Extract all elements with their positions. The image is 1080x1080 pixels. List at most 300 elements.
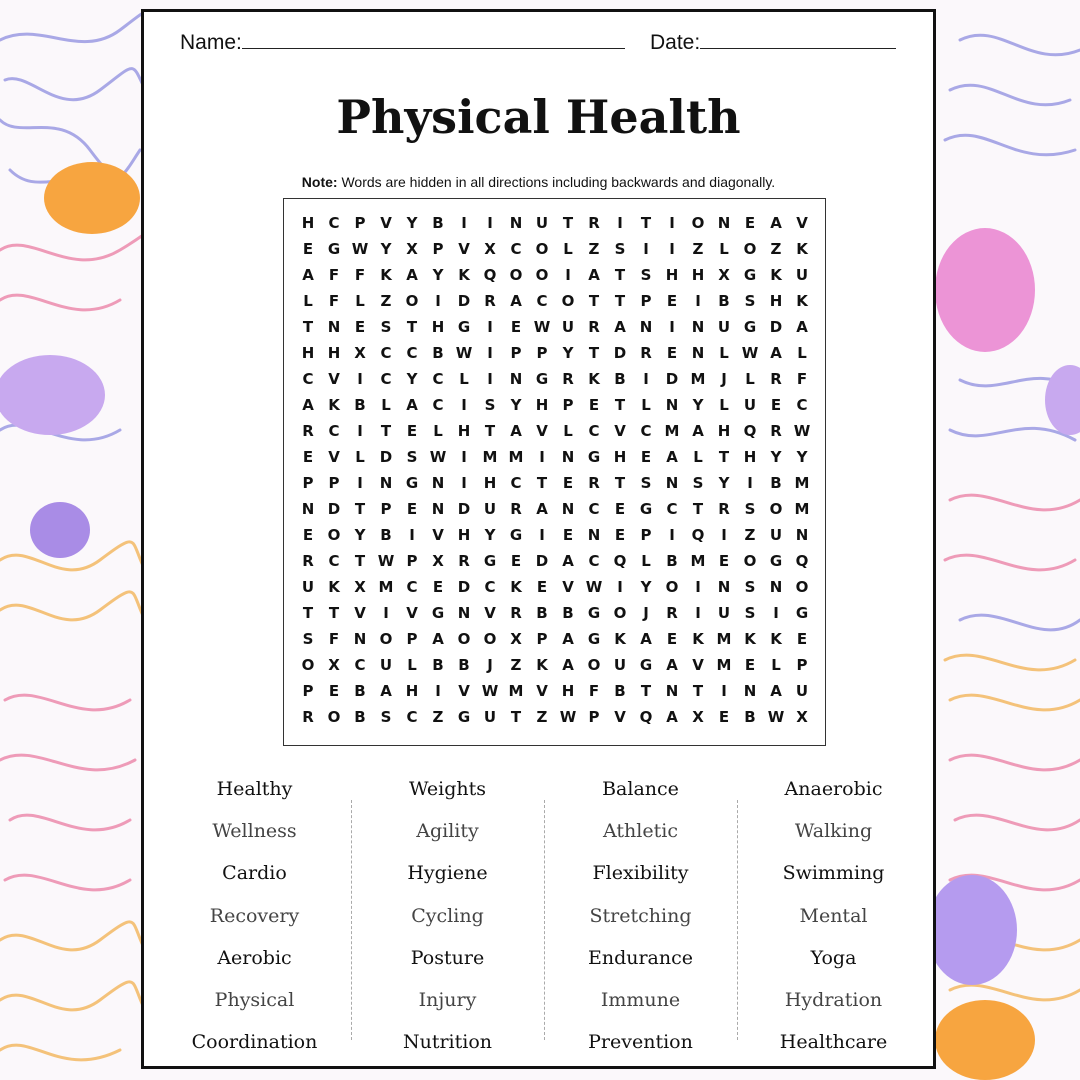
grid-letter[interactable]: M bbox=[508, 448, 524, 466]
grid-letter[interactable]: M bbox=[690, 370, 706, 388]
grid-letter[interactable]: P bbox=[354, 214, 366, 232]
grid-letter[interactable]: V bbox=[328, 448, 340, 466]
grid-letter[interactable]: C bbox=[406, 578, 418, 596]
grid-letter[interactable]: G bbox=[587, 448, 601, 466]
grid-letter[interactable]: N bbox=[379, 474, 393, 492]
grid-letter[interactable]: O bbox=[301, 656, 315, 674]
grid-letter[interactable]: I bbox=[643, 370, 649, 388]
grid-letter[interactable]: Z bbox=[588, 240, 600, 258]
grid-letter[interactable]: U bbox=[483, 500, 497, 518]
grid-letter[interactable]: B bbox=[354, 396, 366, 414]
grid-letter[interactable]: U bbox=[743, 396, 757, 414]
grid-letter[interactable]: C bbox=[302, 370, 314, 388]
grid-letter[interactable]: Q bbox=[795, 552, 809, 570]
grid-letter[interactable]: Z bbox=[432, 708, 444, 726]
grid-letter[interactable]: R bbox=[302, 422, 314, 440]
grid-letter[interactable]: I bbox=[357, 422, 363, 440]
grid-letter[interactable]: T bbox=[380, 422, 392, 440]
grid-letter[interactable]: N bbox=[509, 214, 523, 232]
grid-letter[interactable]: N bbox=[795, 526, 809, 544]
grid-letter[interactable]: Y bbox=[562, 344, 574, 362]
grid-letter[interactable]: Z bbox=[692, 240, 704, 258]
grid-letter[interactable]: X bbox=[484, 240, 496, 258]
grid-letter[interactable]: U bbox=[717, 318, 731, 336]
grid-letter[interactable]: B bbox=[432, 344, 444, 362]
grid-letter[interactable]: S bbox=[692, 474, 704, 492]
grid-letter[interactable]: W bbox=[741, 344, 759, 362]
grid-letter[interactable]: H bbox=[457, 422, 471, 440]
grid-letter[interactable]: I bbox=[461, 474, 467, 492]
grid-letter[interactable]: T bbox=[718, 448, 730, 466]
grid-letter[interactable]: C bbox=[588, 422, 600, 440]
grid-letter[interactable]: X bbox=[328, 656, 340, 674]
grid-letter[interactable]: K bbox=[614, 630, 626, 648]
grid-letter[interactable]: F bbox=[328, 630, 340, 648]
grid-letter[interactable]: P bbox=[302, 474, 314, 492]
grid-letter[interactable]: R bbox=[484, 292, 496, 310]
grid-letter[interactable]: M bbox=[794, 500, 810, 518]
grid-letter[interactable]: Y bbox=[406, 214, 418, 232]
grid-letter[interactable]: O bbox=[509, 266, 523, 284]
grid-letter[interactable]: A bbox=[302, 266, 314, 284]
grid-letter[interactable]: W bbox=[377, 552, 395, 570]
grid-letter[interactable]: T bbox=[536, 474, 548, 492]
grid-letter[interactable]: I bbox=[461, 396, 467, 414]
grid-letter[interactable]: Z bbox=[536, 708, 548, 726]
grid-letter[interactable]: N bbox=[431, 500, 445, 518]
grid-letter[interactable]: R bbox=[588, 318, 600, 336]
grid-letter[interactable]: O bbox=[743, 552, 757, 570]
grid-letter[interactable]: H bbox=[613, 448, 627, 466]
grid-letter[interactable]: T bbox=[562, 214, 574, 232]
grid-letter[interactable]: E bbox=[640, 448, 652, 466]
grid-letter[interactable]: Z bbox=[510, 656, 522, 674]
grid-letter[interactable]: P bbox=[640, 526, 652, 544]
grid-letter[interactable]: F bbox=[796, 370, 808, 388]
grid-letter[interactable]: K bbox=[770, 266, 782, 284]
grid-letter[interactable]: I bbox=[487, 370, 493, 388]
grid-letter[interactable]: C bbox=[588, 552, 600, 570]
grid-letter[interactable]: A bbox=[796, 318, 808, 336]
grid-letter[interactable]: G bbox=[639, 656, 653, 674]
grid-letter[interactable]: G bbox=[743, 266, 757, 284]
grid-letter[interactable]: H bbox=[535, 396, 549, 414]
grid-letter[interactable]: E bbox=[718, 552, 730, 570]
grid-letter[interactable]: V bbox=[796, 214, 808, 232]
grid-letter[interactable]: Z bbox=[744, 526, 756, 544]
grid-letter[interactable]: L bbox=[745, 370, 755, 388]
grid-letter[interactable]: A bbox=[640, 630, 652, 648]
grid-letter[interactable]: S bbox=[640, 474, 652, 492]
grid-letter[interactable]: I bbox=[643, 240, 649, 258]
grid-letter[interactable]: P bbox=[432, 240, 444, 258]
grid-letter[interactable]: N bbox=[327, 318, 341, 336]
grid-letter[interactable]: T bbox=[354, 500, 366, 518]
grid-letter[interactable]: A bbox=[536, 500, 548, 518]
grid-letter[interactable]: T bbox=[328, 604, 340, 622]
grid-letter[interactable]: I bbox=[539, 448, 545, 466]
grid-letter[interactable]: O bbox=[483, 630, 497, 648]
grid-letter[interactable]: C bbox=[640, 422, 652, 440]
grid-letter[interactable]: D bbox=[457, 578, 471, 596]
grid-letter[interactable]: E bbox=[614, 500, 626, 518]
grid-letter[interactable]: P bbox=[796, 656, 808, 674]
grid-letter[interactable]: L bbox=[771, 656, 781, 674]
grid-letter[interactable]: I bbox=[487, 214, 493, 232]
grid-letter[interactable]: R bbox=[588, 474, 600, 492]
grid-letter[interactable]: K bbox=[380, 266, 392, 284]
grid-letter[interactable]: K bbox=[692, 630, 704, 648]
grid-letter[interactable]: U bbox=[483, 708, 497, 726]
grid-letter[interactable]: Y bbox=[432, 266, 444, 284]
grid-letter[interactable]: B bbox=[354, 708, 366, 726]
grid-letter[interactable]: C bbox=[380, 370, 392, 388]
grid-letter[interactable]: X bbox=[718, 266, 730, 284]
grid-letter[interactable]: P bbox=[406, 552, 418, 570]
grid-letter[interactable]: X bbox=[354, 578, 366, 596]
grid-letter[interactable]: S bbox=[380, 318, 392, 336]
grid-letter[interactable]: E bbox=[744, 656, 756, 674]
grid-letter[interactable]: E bbox=[302, 448, 314, 466]
grid-letter[interactable]: I bbox=[695, 292, 701, 310]
grid-letter[interactable]: H bbox=[431, 318, 445, 336]
grid-letter[interactable]: I bbox=[409, 526, 415, 544]
grid-letter[interactable]: E bbox=[510, 552, 522, 570]
grid-letter[interactable]: M bbox=[690, 552, 706, 570]
grid-letter[interactable]: G bbox=[587, 604, 601, 622]
grid-letter[interactable]: E bbox=[536, 578, 548, 596]
grid-letter[interactable]: L bbox=[459, 370, 469, 388]
grid-letter[interactable]: I bbox=[695, 578, 701, 596]
grid-letter[interactable]: A bbox=[562, 656, 574, 674]
grid-letter[interactable]: E bbox=[796, 630, 808, 648]
grid-letter[interactable]: G bbox=[457, 318, 471, 336]
grid-letter[interactable]: H bbox=[483, 474, 497, 492]
grid-letter[interactable]: O bbox=[743, 240, 757, 258]
grid-letter[interactable]: V bbox=[692, 656, 704, 674]
grid-letter[interactable]: G bbox=[587, 630, 601, 648]
grid-letter[interactable]: T bbox=[588, 292, 600, 310]
grid-letter[interactable]: B bbox=[614, 682, 626, 700]
grid-letter[interactable]: E bbox=[666, 292, 678, 310]
grid-letter[interactable]: C bbox=[510, 474, 522, 492]
grid-letter[interactable]: N bbox=[561, 448, 575, 466]
grid-letter[interactable]: C bbox=[406, 344, 418, 362]
grid-letter[interactable]: B bbox=[354, 682, 366, 700]
grid-letter[interactable]: M bbox=[378, 578, 394, 596]
grid-letter[interactable]: C bbox=[354, 656, 366, 674]
grid-letter[interactable]: P bbox=[588, 708, 600, 726]
grid-letter[interactable]: T bbox=[692, 682, 704, 700]
grid-letter[interactable]: I bbox=[669, 214, 675, 232]
grid-letter[interactable]: L bbox=[381, 396, 391, 414]
grid-letter[interactable]: V bbox=[328, 370, 340, 388]
grid-letter[interactable]: A bbox=[770, 682, 782, 700]
grid-letter[interactable]: Y bbox=[692, 396, 704, 414]
grid-letter[interactable]: Z bbox=[770, 240, 782, 258]
grid-letter[interactable]: R bbox=[458, 552, 470, 570]
grid-letter[interactable]: D bbox=[327, 500, 341, 518]
grid-letter[interactable]: L bbox=[693, 448, 703, 466]
grid-letter[interactable]: C bbox=[588, 500, 600, 518]
grid-letter[interactable]: M bbox=[716, 656, 732, 674]
grid-letter[interactable]: L bbox=[563, 422, 573, 440]
grid-letter[interactable]: G bbox=[535, 370, 549, 388]
grid-letter[interactable]: G bbox=[327, 240, 341, 258]
grid-letter[interactable]: G bbox=[509, 526, 523, 544]
grid-letter[interactable]: V bbox=[562, 578, 574, 596]
grid-letter[interactable]: A bbox=[432, 630, 444, 648]
grid-letter[interactable]: L bbox=[407, 656, 417, 674]
grid-letter[interactable]: H bbox=[561, 682, 575, 700]
grid-letter[interactable]: T bbox=[302, 318, 314, 336]
grid-letter[interactable]: S bbox=[744, 578, 756, 596]
grid-letter[interactable]: N bbox=[717, 578, 731, 596]
grid-letter[interactable]: G bbox=[795, 604, 809, 622]
grid-letter[interactable]: F bbox=[354, 266, 366, 284]
grid-letter[interactable]: H bbox=[743, 448, 757, 466]
grid-letter[interactable]: B bbox=[432, 214, 444, 232]
grid-letter[interactable]: E bbox=[406, 500, 418, 518]
grid-letter[interactable]: A bbox=[666, 708, 678, 726]
grid-letter[interactable]: I bbox=[695, 604, 701, 622]
grid-letter[interactable]: I bbox=[357, 474, 363, 492]
grid-letter[interactable]: C bbox=[484, 578, 496, 596]
grid-letter[interactable]: N bbox=[431, 474, 445, 492]
grid-letter[interactable]: C bbox=[380, 344, 392, 362]
grid-letter[interactable]: A bbox=[666, 448, 678, 466]
grid-letter[interactable]: A bbox=[562, 552, 574, 570]
grid-letter[interactable]: L bbox=[355, 292, 365, 310]
grid-letter[interactable]: O bbox=[613, 604, 627, 622]
grid-letter[interactable]: S bbox=[640, 266, 652, 284]
grid-letter[interactable]: N bbox=[691, 344, 705, 362]
grid-letter[interactable]: K bbox=[744, 630, 756, 648]
grid-letter[interactable]: C bbox=[536, 292, 548, 310]
grid-letter[interactable]: P bbox=[328, 474, 340, 492]
grid-letter[interactable]: X bbox=[692, 708, 704, 726]
grid-letter[interactable]: Y bbox=[640, 578, 652, 596]
grid-letter[interactable]: A bbox=[406, 266, 418, 284]
grid-letter[interactable]: A bbox=[770, 344, 782, 362]
grid-letter[interactable]: I bbox=[435, 292, 441, 310]
grid-letter[interactable]: A bbox=[614, 318, 626, 336]
grid-letter[interactable]: A bbox=[406, 396, 418, 414]
grid-letter[interactable]: G bbox=[769, 552, 783, 570]
grid-letter[interactable]: I bbox=[617, 214, 623, 232]
grid-letter[interactable]: B bbox=[770, 474, 782, 492]
grid-letter[interactable]: G bbox=[457, 708, 471, 726]
grid-letter[interactable]: U bbox=[613, 656, 627, 674]
grid-letter[interactable]: E bbox=[666, 344, 678, 362]
grid-letter[interactable]: N bbox=[769, 578, 783, 596]
grid-letter[interactable]: I bbox=[383, 604, 389, 622]
grid-letter[interactable]: U bbox=[795, 266, 809, 284]
grid-letter[interactable]: T bbox=[614, 292, 626, 310]
grid-letter[interactable]: S bbox=[302, 630, 314, 648]
grid-letter[interactable]: L bbox=[563, 240, 573, 258]
grid-letter[interactable]: A bbox=[770, 214, 782, 232]
grid-letter[interactable]: O bbox=[535, 240, 549, 258]
grid-letter[interactable]: X bbox=[354, 344, 366, 362]
grid-letter[interactable]: S bbox=[614, 240, 626, 258]
grid-letter[interactable]: R bbox=[302, 708, 314, 726]
grid-letter[interactable]: V bbox=[406, 604, 418, 622]
grid-letter[interactable]: K bbox=[328, 396, 340, 414]
grid-letter[interactable]: B bbox=[718, 292, 730, 310]
grid-letter[interactable]: A bbox=[302, 396, 314, 414]
grid-letter[interactable]: R bbox=[640, 344, 652, 362]
grid-letter[interactable]: V bbox=[536, 422, 548, 440]
grid-letter[interactable]: T bbox=[614, 474, 626, 492]
grid-letter[interactable]: C bbox=[328, 552, 340, 570]
grid-letter[interactable]: R bbox=[562, 370, 574, 388]
grid-letter[interactable]: P bbox=[510, 344, 522, 362]
grid-letter[interactable]: M bbox=[508, 682, 524, 700]
grid-letter[interactable]: V bbox=[484, 604, 496, 622]
grid-letter[interactable]: I bbox=[669, 240, 675, 258]
grid-letter[interactable]: I bbox=[669, 526, 675, 544]
grid-letter[interactable]: E bbox=[614, 526, 626, 544]
grid-letter[interactable]: A bbox=[380, 682, 392, 700]
grid-letter[interactable]: I bbox=[747, 474, 753, 492]
grid-letter[interactable]: P bbox=[562, 396, 574, 414]
grid-letter[interactable]: B bbox=[614, 370, 626, 388]
grid-letter[interactable]: H bbox=[717, 422, 731, 440]
grid-letter[interactable]: J bbox=[721, 370, 727, 388]
grid-letter[interactable]: H bbox=[457, 526, 471, 544]
grid-letter[interactable]: R bbox=[770, 422, 782, 440]
grid-letter[interactable]: W bbox=[559, 708, 577, 726]
grid-letter[interactable]: Y bbox=[484, 526, 496, 544]
grid-letter[interactable]: A bbox=[692, 422, 704, 440]
grid-letter[interactable]: Y bbox=[406, 370, 418, 388]
grid-letter[interactable]: N bbox=[717, 214, 731, 232]
grid-letter[interactable]: I bbox=[487, 318, 493, 336]
grid-letter[interactable]: E bbox=[432, 578, 444, 596]
grid-letter[interactable]: T bbox=[614, 396, 626, 414]
grid-letter[interactable]: V bbox=[614, 708, 626, 726]
grid-letter[interactable]: F bbox=[328, 266, 340, 284]
grid-letter[interactable]: L bbox=[719, 396, 729, 414]
grid-letter[interactable]: G bbox=[639, 500, 653, 518]
grid-letter[interactable]: N bbox=[743, 682, 757, 700]
grid-letter[interactable]: Q bbox=[639, 708, 653, 726]
grid-letter[interactable]: O bbox=[795, 578, 809, 596]
grid-letter[interactable]: P bbox=[380, 500, 392, 518]
grid-letter[interactable]: D bbox=[535, 552, 549, 570]
grid-letter[interactable]: L bbox=[641, 396, 651, 414]
grid-letter[interactable]: W bbox=[793, 422, 811, 440]
grid-letter[interactable]: P bbox=[536, 630, 548, 648]
grid-letter[interactable]: O bbox=[535, 266, 549, 284]
grid-letter[interactable]: K bbox=[328, 578, 340, 596]
grid-letter[interactable]: T bbox=[354, 552, 366, 570]
grid-letter[interactable]: V bbox=[432, 526, 444, 544]
grid-letter[interactable]: W bbox=[767, 708, 785, 726]
grid-letter[interactable]: R bbox=[510, 604, 522, 622]
grid-letter[interactable]: Z bbox=[380, 292, 392, 310]
grid-letter[interactable]: L bbox=[719, 344, 729, 362]
grid-letter[interactable]: P bbox=[302, 682, 314, 700]
grid-letter[interactable]: E bbox=[302, 240, 314, 258]
grid-letter[interactable]: Y bbox=[718, 474, 730, 492]
grid-letter[interactable]: V bbox=[458, 240, 470, 258]
grid-letter[interactable]: I bbox=[461, 448, 467, 466]
grid-letter[interactable]: I bbox=[617, 578, 623, 596]
grid-letter[interactable]: S bbox=[380, 708, 392, 726]
grid-letter[interactable]: O bbox=[769, 500, 783, 518]
grid-letter[interactable]: I bbox=[721, 682, 727, 700]
grid-letter[interactable]: B bbox=[432, 656, 444, 674]
grid-letter[interactable]: W bbox=[481, 682, 499, 700]
grid-letter[interactable]: T bbox=[588, 344, 600, 362]
grid-letter[interactable]: G bbox=[405, 474, 419, 492]
grid-letter[interactable]: E bbox=[744, 214, 756, 232]
grid-letter[interactable]: G bbox=[431, 604, 445, 622]
grid-letter[interactable]: C bbox=[328, 214, 340, 232]
grid-letter[interactable]: F bbox=[328, 292, 340, 310]
grid-letter[interactable]: E bbox=[354, 318, 366, 336]
grid-letter[interactable]: I bbox=[357, 370, 363, 388]
grid-letter[interactable]: H bbox=[665, 266, 679, 284]
grid-letter[interactable]: D bbox=[457, 292, 471, 310]
grid-letter[interactable]: G bbox=[743, 318, 757, 336]
grid-letter[interactable]: K bbox=[458, 266, 470, 284]
grid-letter[interactable]: Q bbox=[743, 422, 757, 440]
grid-letter[interactable]: T bbox=[614, 266, 626, 284]
grid-letter[interactable]: R bbox=[718, 500, 730, 518]
grid-letter[interactable]: C bbox=[510, 240, 522, 258]
grid-letter[interactable]: O bbox=[691, 214, 705, 232]
grid-letter[interactable]: O bbox=[665, 578, 679, 596]
grid-letter[interactable]: G bbox=[483, 552, 497, 570]
grid-letter[interactable]: C bbox=[432, 396, 444, 414]
grid-letter[interactable]: L bbox=[355, 448, 365, 466]
grid-letter[interactable]: E bbox=[328, 682, 340, 700]
grid-letter[interactable]: S bbox=[744, 604, 756, 622]
grid-letter[interactable]: P bbox=[406, 630, 418, 648]
grid-letter[interactable]: X bbox=[432, 552, 444, 570]
grid-letter[interactable]: B bbox=[666, 552, 678, 570]
grid-letter[interactable]: A bbox=[510, 292, 522, 310]
grid-letter[interactable]: D bbox=[613, 344, 627, 362]
grid-letter[interactable]: K bbox=[588, 370, 600, 388]
grid-letter[interactable]: E bbox=[718, 708, 730, 726]
grid-letter[interactable]: I bbox=[721, 526, 727, 544]
grid-letter[interactable]: S bbox=[744, 292, 756, 310]
grid-letter[interactable]: E bbox=[562, 474, 574, 492]
grid-letter[interactable]: L bbox=[433, 422, 443, 440]
grid-letter[interactable]: W bbox=[533, 318, 551, 336]
grid-letter[interactable]: W bbox=[351, 240, 369, 258]
grid-letter[interactable]: A bbox=[510, 422, 522, 440]
grid-letter[interactable]: N bbox=[353, 630, 367, 648]
grid-letter[interactable]: C bbox=[406, 708, 418, 726]
grid-letter[interactable]: E bbox=[770, 396, 782, 414]
grid-letter[interactable]: A bbox=[588, 266, 600, 284]
grid-letter[interactable]: F bbox=[588, 682, 600, 700]
grid-letter[interactable]: D bbox=[379, 448, 393, 466]
grid-letter[interactable]: W bbox=[455, 344, 473, 362]
grid-letter[interactable]: E bbox=[406, 422, 418, 440]
grid-letter[interactable]: Y bbox=[796, 448, 808, 466]
grid-letter[interactable]: Y bbox=[510, 396, 522, 414]
grid-letter[interactable]: I bbox=[487, 344, 493, 362]
grid-letter[interactable]: D bbox=[457, 500, 471, 518]
grid-letter[interactable]: H bbox=[301, 214, 315, 232]
grid-letter[interactable]: D bbox=[665, 370, 679, 388]
